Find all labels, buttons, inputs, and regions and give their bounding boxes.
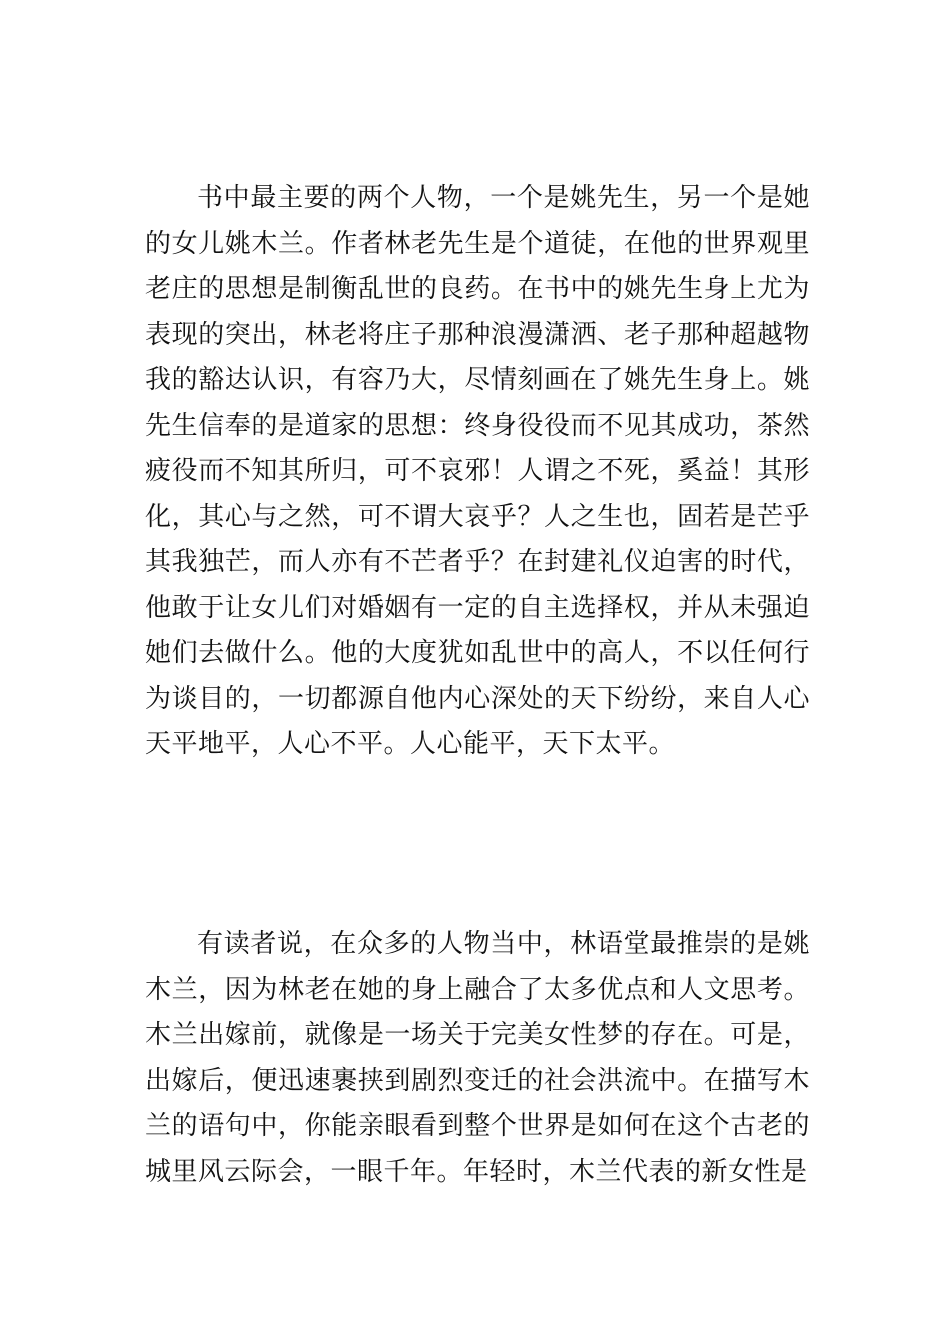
paragraph-yao-xiansheng: 书中最主要的两个人物，一个是姚先生，另一个是她的女儿姚木兰。作者林老先生是个道徒，在他的世界观里老庄的思想是制衡乱世的良药。在书中的姚先生身上尤为表现的突出，林老将庄子那种浪漫潇洒、老子那种超越物我的豁达认识，有容乃大，尽情刻画在了姚先生身上。姚先生信奉的是道家的思想：终身役役而不见其成功，茶然疲役而不知其所归，可不哀邪！人谓之不死，奚益！其形化，其心与之然，可不谓大哀乎？人之生也，固若是芒乎其我独芒，而人亦有不芒者乎？在封建礼仪迫害的时代，他敢于让女儿们对婚姻有一定的自主选择权，并从未强迫她们去做什么。他的大度犹如乱世中的高人，不以任何行为谈目的，一切都源自他内心深处的天下纷纷，来自人心天平地平，人心不平。人心能平，天下太平。 bbox=[145, 183, 810, 759]
paragraph-yao-mulan: 有读者说，在众多的人物当中，林语堂最推崇的是姚木兰，因为林老在她的身上融合了太多优点和人文思考。木兰出嫁前，就像是一场关于完美女性梦的存在。可是，出嫁后，便迅速裹挟到剧烈变迁的社会洪流中。在描写木兰的语句中，你能亲眼看到整个世界是如何在这个古老的城里风云际会，一眼千年。年轻时，木兰代表的新女性是 bbox=[145, 929, 810, 1187]
